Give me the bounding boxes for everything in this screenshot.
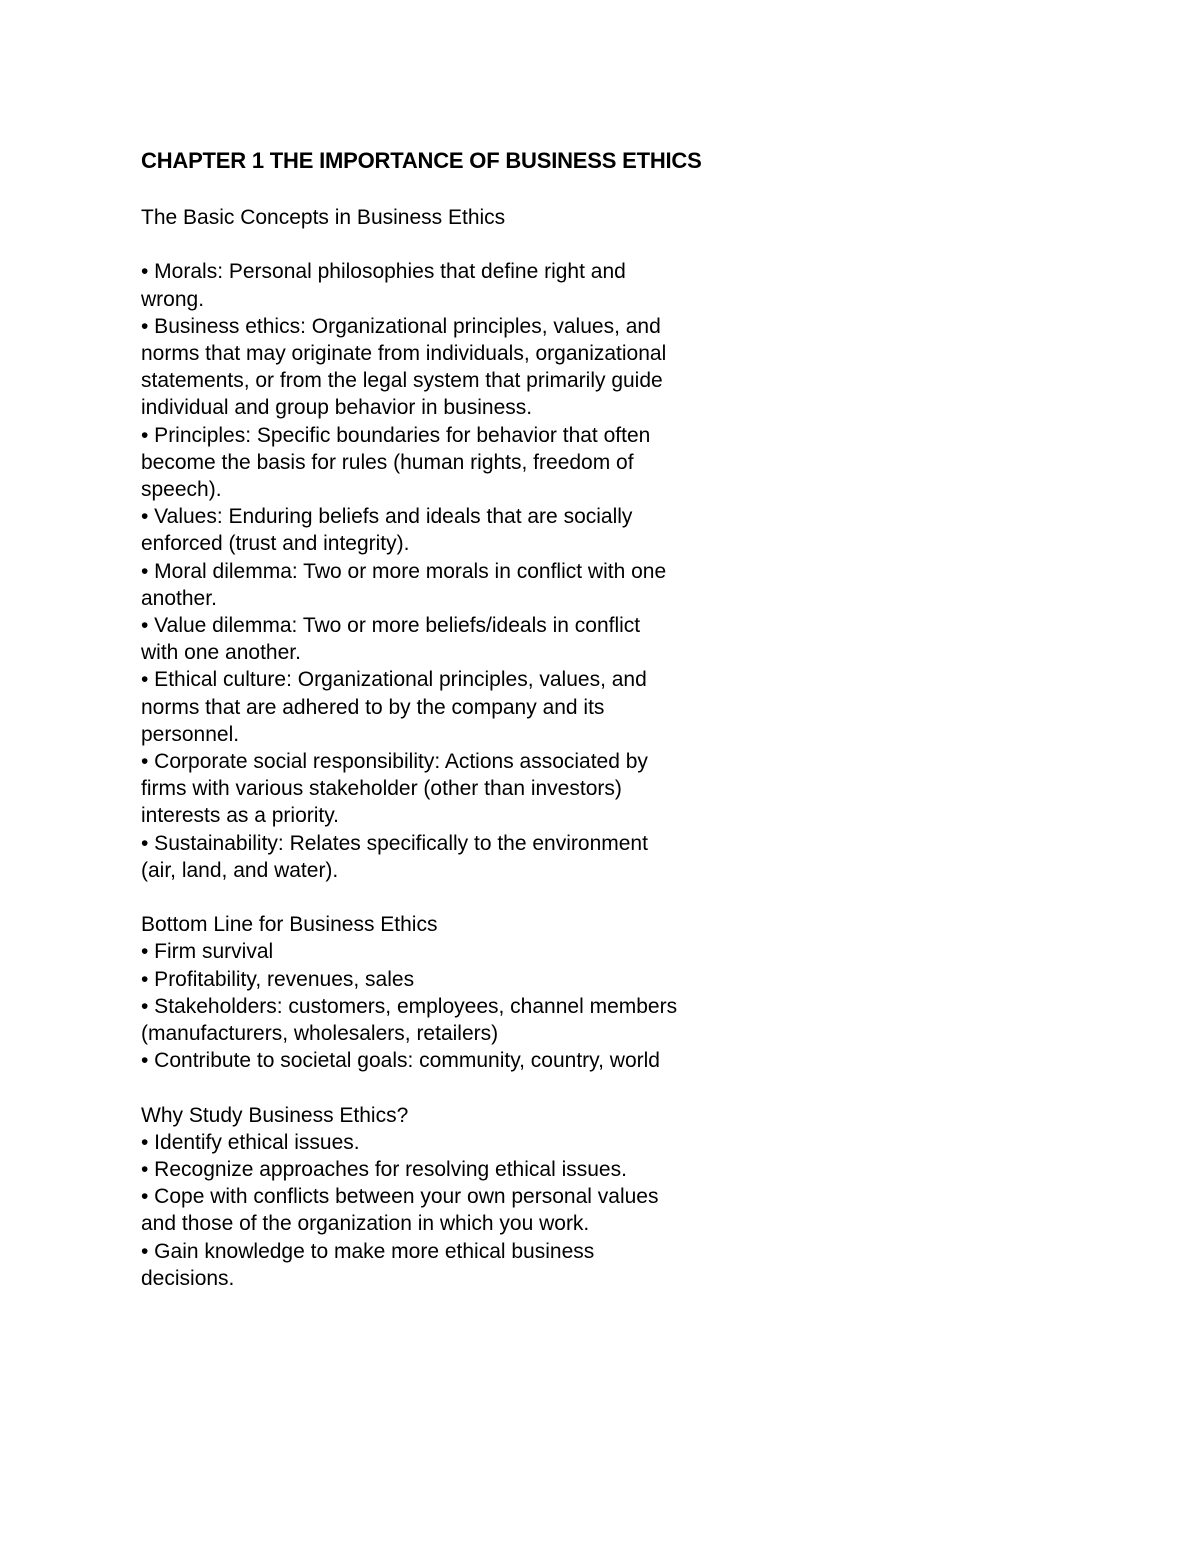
list-item: • Values: Enduring beliefs and ideals that are socially enforced (trust and integrity). <box>141 505 633 556</box>
list-item: • Stakeholders: customers, employees, channel members (manufacturers, wholesalers, retailers) <box>141 994 678 1046</box>
list-item: • Principles: Specific boundaries for behavior that often become the basis for rules (human rights, freedom of speech). <box>141 423 651 502</box>
list-item: • Sustainability: Relates specifically to the environment (air, land, and water). <box>141 831 648 882</box>
section-heading: Bottom Line for Business Ethics <box>141 913 438 937</box>
why-study-list <box>141 1129 681 1292</box>
list-item: • Firm survival <box>141 940 274 964</box>
list-item: • Ethical culture: Organizational principles, values, and norms that are adhered to by the company and its personnel. <box>141 668 647 746</box>
list-item: • Profitability, revenues, sales <box>141 967 415 991</box>
list-item: • Contribute to societal goals: community, country, world <box>141 1049 660 1073</box>
list-item: • Business ethics: Organizational principles, values, and norms that may originate from individuals, organizational statements, or from the legal system that primarily guide individual and group behavior in business. <box>141 314 667 420</box>
document-body <box>141 144 702 1319</box>
bottom-line-list <box>141 938 681 1074</box>
list-item: • Identify ethical issues. <box>141 1130 360 1154</box>
page-title: CHAPTER 1 THE IMPORTANCE OF BUSINESS ETHICS <box>141 148 702 173</box>
section-heading: The Basic Concepts in Business Ethics <box>141 206 506 229</box>
list-item: • Value dilemma: Two or more beliefs/ideals in conflict with one another. <box>141 614 641 665</box>
section-why-study <box>141 1102 681 1292</box>
section-heading: Why Study Business Ethics? <box>141 1103 409 1127</box>
section-bottom-line <box>141 911 681 1074</box>
list-item: • Corporate social responsibility: Actions associated by firms with various stakeholder (other than investors) interests as a priority. <box>141 750 648 828</box>
list-item: • Cope with conflicts between your own personal values and those of the organization in which you work. <box>141 1185 659 1236</box>
concept-list <box>141 258 681 884</box>
list-item: • Moral dilemma: Two or more morals in conflict with one another. <box>141 559 667 610</box>
list-item: • Gain knowledge to make more ethical business decisions. <box>141 1239 595 1290</box>
list-item: • Morals: Personal philosophies that define right and wrong. <box>141 260 626 311</box>
list-item: • Recognize approaches for resolving ethical issues. <box>141 1158 627 1182</box>
section-basic-concepts <box>141 204 681 884</box>
